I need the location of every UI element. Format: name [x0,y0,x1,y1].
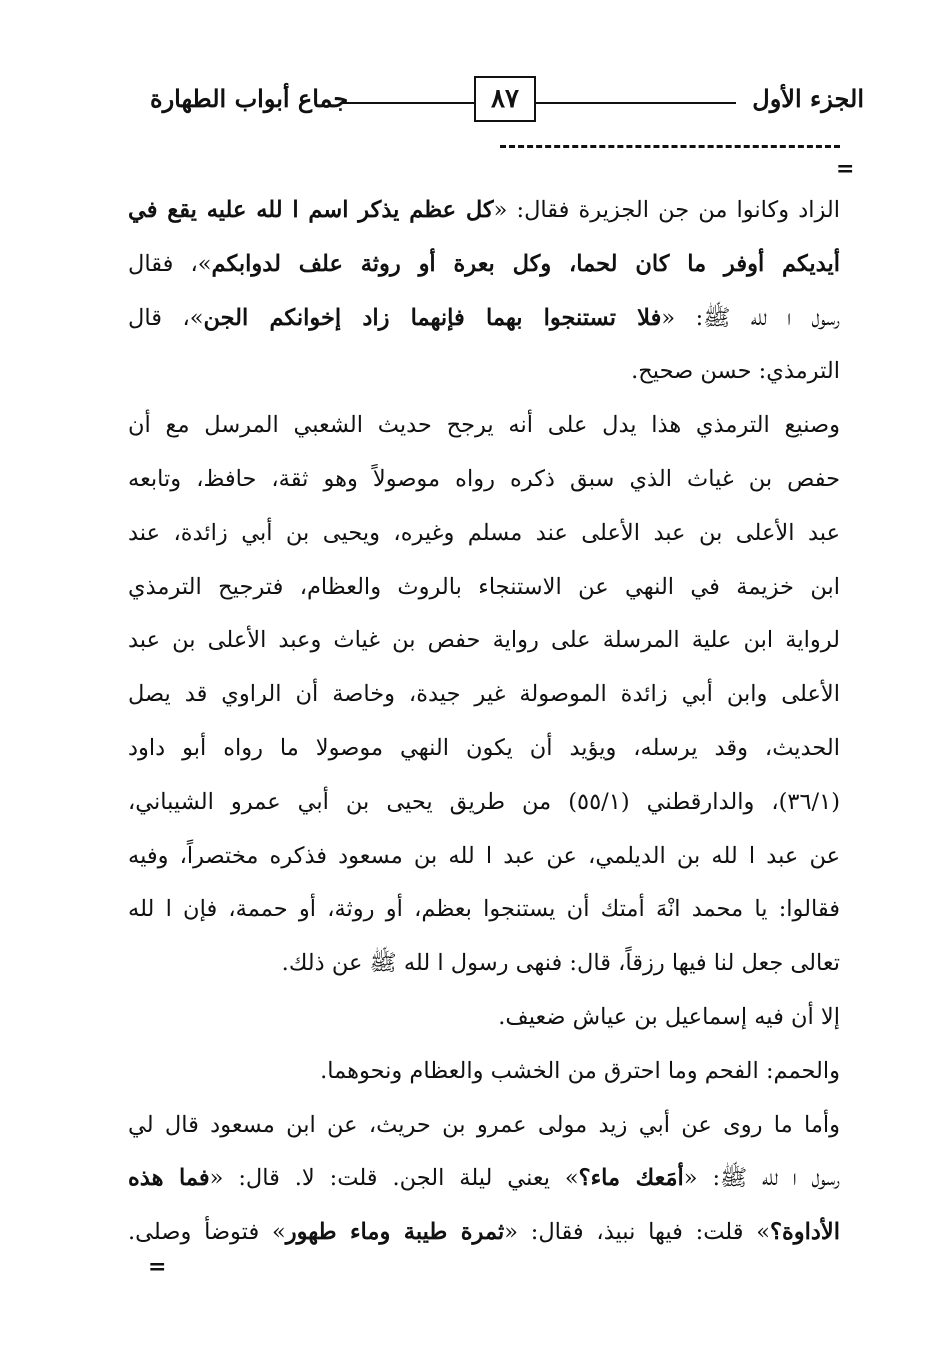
text-line [128,399,840,453]
hadith-quote-text: فما هذه [128,1165,210,1192]
text-line [128,614,840,668]
text-segment: وصنيع الترمذي هذا يدل على أنه يرجح حديث الشعبي المرسل مع أن [128,412,840,439]
text-segment: ابن خزيمة في النهي عن الاستنجاء بالروث والعظام، فترجيح الترمذي [128,573,840,600]
header-rule-right [536,102,736,104]
hadith-quote-text: كل عظم يذكر اسم ا لله عليه يقع في [128,197,494,223]
text-segment: والحمم: الفحم وما احترق من الخشب والعظام ونحوهما. [320,1057,840,1084]
text-line [128,507,840,561]
text-line [128,776,840,830]
text-segment: (٣٦/١)، والدارقطني (٥٥/١) من طريق يحيى بن أبي عمرو الشيباني، [128,788,840,815]
text-line [128,453,840,507]
text-segment: لرواية ابن علية المرسلة على رواية حفص بن غياث وعبد الأعلى بن عبد [128,627,840,654]
text-line [128,937,840,991]
text-segment: رسول ا لله ﷺ: « [661,304,840,331]
running-header-part: الجزء الأول [752,84,864,113]
text-segment: الأعلى وابن أبي زائدة الموصولة غير جيدة، وخاصة أن الراوي قد يصل [128,681,840,708]
hadith-quote-text: فلا تستنجوا بهما فإنهما زاد إخوانكم الجن [203,304,662,331]
text-segment: إلا أن فيه إسماعيل بن عياش ضعيف. [498,1003,840,1030]
text-segment: الترمذي: حسن صحيح. [631,358,840,385]
text-line [128,1099,840,1153]
text-segment: »، قال [128,304,204,331]
hadith-quote-text: ثمرة طيبة وماء طهور [285,1219,505,1246]
text-segment: عن عبد ا لله بن الديلمي، عن عبد ا لله بن مسعود فذكره مختصراً، وفيه [128,842,840,869]
text-line [128,991,840,1045]
text-segment: عبد الأعلى بن عبد الأعلى عند مسلم وغيره، ويحيى بن أبي زائدة، عند [128,519,840,546]
text-segment: الزاد وكانوا من جن الجزيرة فقال: « [493,197,840,223]
page-number-box [474,76,536,122]
text-segment: » قلت: فيها نبيذ، فقال: « [504,1219,771,1246]
text-line [128,1206,840,1260]
text-line [128,1152,840,1206]
text-line [128,830,840,884]
continuation-mark-top: = [836,156,855,182]
text-segment: وأما ما روى عن أبي زيد مولى عمرو بن حريث، عن ابن مسعود قال لي [128,1111,840,1138]
text-segment: » يعني ليلة الجن. قلت: لا. قال: « [209,1165,579,1192]
text-line [128,668,840,722]
text-segment: فقالوا: يا محمد انْهَ أمتك أن يستنجوا بعظم، أو روثة، أو حممة، فإن ا لله [128,896,840,923]
text-segment: » فتوضأ وصلى. [128,1219,286,1246]
text-segment: الحديث، وقد يرسله، ويؤيد أن يكون النهي موصولا ما رواه أبو داود [128,734,840,761]
text-segment: حفص بن غياث الذي سبق ذكره رواه موصولاً وهو ثقة، حافظ، وتابعه [128,465,840,492]
text-segment: رسول ا لله ﷺ: « [683,1165,840,1192]
text-line [128,1045,840,1099]
text-line [128,722,840,776]
running-header-chapter: جماع أبواب الطهارة [150,84,349,113]
text-line [128,184,840,238]
text-line [128,345,840,399]
hadith-quote-text: الأداوة؟ [770,1219,840,1246]
text-line [128,238,840,292]
text-line [128,561,840,615]
text-segment: »، فقال [128,250,212,277]
text-line [128,292,840,346]
body-text [128,184,840,1260]
continuation-dashed-rule [500,145,840,148]
continuation-mark-bottom: = [148,1254,167,1280]
text-segment: تعالى جعل لنا فيها رزقاً، قال: فنهى رسول ا لله ﷺ عن ذلك. [281,950,840,977]
hadith-quote-text: أمَعك ماء؟ [578,1165,684,1192]
text-line [128,883,840,937]
hadith-quote-text: أيديكم أوفر ما كان لحما، وكل بعرة أو روثة علف لدوابكم [211,250,840,277]
page-number: ٨٧ [491,84,519,114]
header-rule-left [342,102,474,104]
